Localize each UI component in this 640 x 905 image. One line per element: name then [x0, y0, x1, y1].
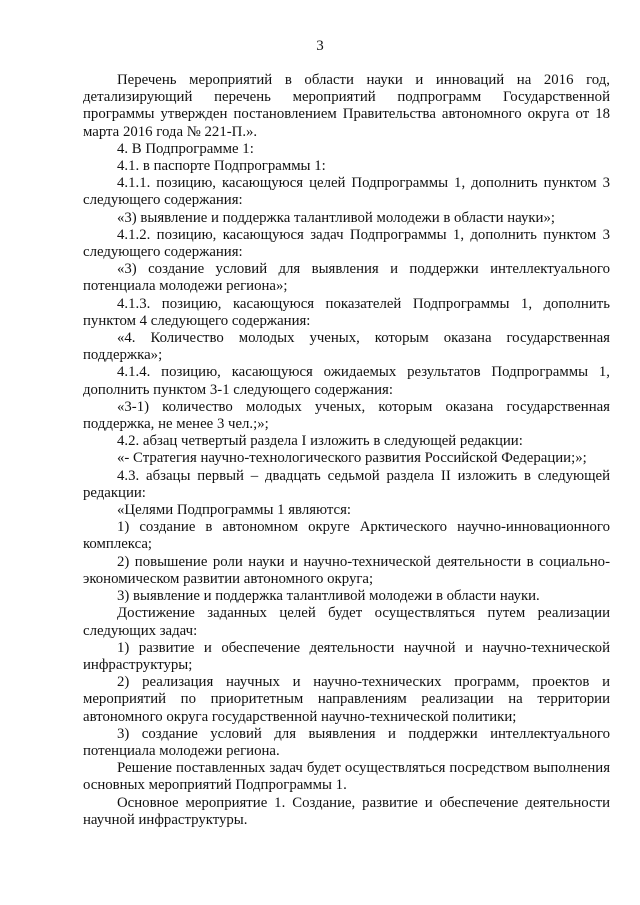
paragraph-4-2: 4.2. абзац четвертый раздела I изложить в следующей редакции:: [117, 433, 523, 450]
paragraph-4-1-3: 4.1.3. позицию, касающуюся показателей Подпрограммы 1, дополнить пунктом 4 следующего содержания:: [83, 295, 610, 329]
document-body: [83, 72, 610, 829]
paragraph-4-3: 4.3. абзацы первый – двадцать седьмой раздела II изложить в следующей редакции:: [83, 467, 610, 501]
paragraph-goal-3: «3) выявление и поддержка талантливой молодежи в области науки»;: [117, 209, 555, 226]
paragraph-4-1: 4.1. в паспорте Подпрограммы 1:: [117, 158, 326, 175]
paragraph-task-3: «3) создание условий для выявления и поддержки интеллектуального потенциала молодежи региона»;: [83, 261, 610, 295]
paragraph-goal-item-2: 2) повышение роли науки и научно-технической деятельности в социально-экономическом развитии автономного округа;: [83, 553, 610, 587]
paragraph-section-4: 4. В Подпрограмме 1:: [117, 140, 254, 157]
page-number: 3: [316, 38, 324, 54]
paragraph-task-item-3: 3) создание условий для выявления и поддержки интеллектуального потенциала молодежи региона.: [83, 725, 610, 759]
paragraph-indicator-4: «4. Количество молодых ученых, которым оказана государственная поддержка»;: [83, 330, 610, 364]
paragraph-goal-item-1: 1) создание в автономном округе Арктического научно-инновационного комплекса;: [83, 519, 610, 553]
paragraph-strategy: «- Стратегия научно-технологического развития Российской Федерации;»;: [117, 450, 587, 467]
paragraph-task-item-2: 2) реализация научных и научно-технических программ, проектов и мероприятий по приоритетным направлениям реализации на территории автономного округа государственной научно-технической политики;: [83, 674, 610, 725]
paragraph-4-1-2: 4.1.2. позицию, касающуюся задач Подпрограммы 1, дополнить пунктом 3 следующего содержания:: [83, 226, 610, 261]
paragraph-goals-intro: «Целями Подпрограммы 1 являются:: [117, 502, 352, 519]
paragraph-4-1-1: 4.1.1. позицию, касающуюся целей Подпрограммы 1, дополнить пунктом 3 следующего содержания:: [83, 175, 610, 209]
paragraph-result-3-1: «3-1) количество молодых ученых, которым оказана государственная поддержка, не менее 3 чел.;»;: [83, 398, 610, 433]
paragraph-solution: Решение поставленных задач будет осуществляться посредством выполнения основных мероприятий Подпрограммы 1.: [83, 760, 610, 794]
paragraph-goal-item-3: 3) выявление и поддержка талантливой молодежи в области науки.: [117, 588, 540, 605]
paragraph-tasks-intro: Достижение заданных целей будет осуществляться путем реализации следующих задач:: [83, 605, 610, 639]
paragraph-main-activity-1: Основное мероприятие 1. Создание, развитие и обеспечение деятельности научной инфраструктуры.: [83, 794, 610, 828]
paragraph-task-item-1: 1) развитие и обеспечение деятельности научной и научно-технической инфраструктуры;: [83, 639, 610, 673]
paragraph-list-approval: Перечень мероприятий в области науки и инноваций на 2016 год, детализирующий перечень мероприятий подпрограмм Государственной программы утвержден постановлением Правительства автономного округа от 18 марта 2016 года № 221-П.».: [83, 72, 610, 140]
paragraph-4-1-4: 4.1.4. позицию, касающуюся ожидаемых результатов Подпрограммы 1, дополнить пунктом 3-1 следующего содержания:: [83, 364, 610, 398]
